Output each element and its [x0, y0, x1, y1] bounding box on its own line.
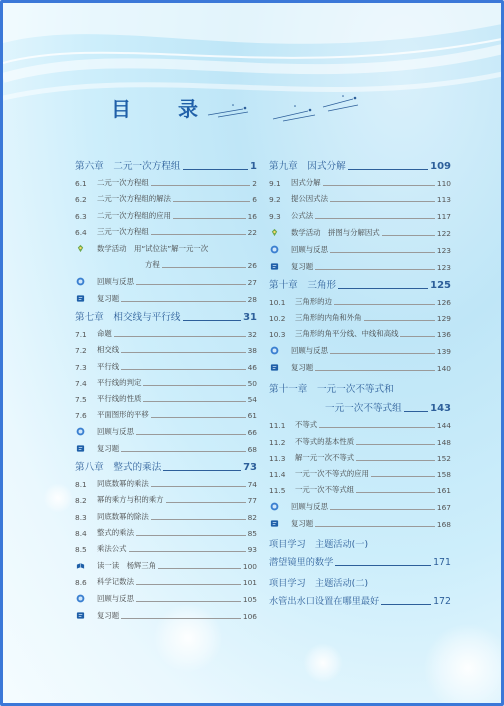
section-number: 6.3: [75, 211, 87, 221]
section-number: 8.2: [75, 496, 87, 506]
page-number: 85: [247, 528, 257, 538]
entry-title: 回顾与反思: [291, 502, 328, 512]
leader-line: [330, 252, 435, 253]
section-title: 平行线的判定: [97, 377, 142, 387]
leader-line: [136, 601, 241, 602]
exercise-icon: [270, 262, 279, 271]
page-number: 122: [436, 228, 451, 238]
page-number: 140: [436, 364, 451, 374]
section-number: 11.2: [269, 437, 286, 447]
section-title: 命题: [97, 329, 112, 339]
page-number: 123: [436, 245, 451, 255]
toc-section-entry[interactable]: [269, 430, 451, 446]
entry-title: 数学活动 用“试位法”解一元一次: [97, 243, 209, 253]
light-bokeh: [423, 623, 504, 706]
toc-section-entry[interactable]: [75, 404, 257, 420]
section-number: 11.1: [269, 421, 286, 431]
entry-title: 回顾与反思: [97, 276, 134, 286]
page-number: 31: [243, 311, 257, 323]
toc-section-entry[interactable]: [269, 172, 451, 188]
toc-chapter-entry[interactable]: [75, 304, 257, 323]
toc-left-column: [75, 153, 257, 621]
chapter-title: 第六章 二元一次方程组: [75, 161, 181, 172]
entry-title: 回顾与反思: [291, 346, 328, 356]
section-title: 一元一次不等式组: [295, 485, 355, 495]
leader-line: [136, 284, 246, 285]
section-number: 8.4: [75, 528, 87, 538]
leader-line: [330, 201, 435, 202]
page-number: 110: [436, 179, 451, 189]
page-number: 26: [247, 260, 257, 270]
page-number: 113: [436, 195, 451, 205]
toc-section-entry[interactable]: [75, 221, 257, 237]
section-number: 10.1: [269, 297, 286, 307]
project-heading: 项目学习 主题活动(一): [269, 539, 369, 551]
leader-line: [323, 185, 435, 186]
toc-project-entry[interactable]: [269, 589, 451, 607]
page-number: 6: [252, 195, 257, 205]
toc-section-entry[interactable]: [75, 372, 257, 388]
entry-title: 方程: [145, 259, 160, 269]
section-title: 二元一次方程组的应用: [97, 210, 171, 220]
toc-review-entry[interactable]: [269, 238, 451, 255]
activity-icon: [270, 228, 279, 237]
leader-line: [136, 535, 246, 536]
toc-section-entry[interactable]: [75, 571, 257, 587]
chapter-title: 第九章 因式分解: [269, 161, 346, 172]
leader-line: [334, 304, 435, 305]
page-number: 143: [430, 403, 451, 415]
project-title: 潜望镜里的数学: [269, 557, 334, 569]
section-number: 11.3: [269, 453, 286, 463]
section-title: 不等式的基本性质: [295, 436, 355, 446]
exercise-icon: [270, 363, 279, 372]
section-title: 幂的乘方与积的乘方: [97, 495, 164, 505]
section-title: 三角形的边: [295, 296, 332, 306]
section-title: 二元一次方程组: [97, 178, 149, 188]
leader-line: [121, 301, 245, 302]
toc-review-entry[interactable]: [269, 356, 451, 373]
entry-title: 回顾与反思: [291, 244, 328, 254]
toc-section-entry[interactable]: [75, 355, 257, 371]
leader-line: [163, 470, 241, 471]
leader-line: [151, 417, 246, 418]
toc-section-entry[interactable]: [75, 339, 257, 355]
leader-line: [129, 551, 246, 552]
exercise-icon: [270, 519, 279, 528]
page-number: 77: [247, 496, 257, 506]
activity-icon: [76, 244, 85, 253]
page-number: 109: [430, 161, 451, 172]
toc-right-column: [269, 153, 451, 607]
section-number: 8.3: [75, 512, 87, 522]
project-heading: 项目学习 主题活动(二): [269, 578, 369, 590]
leader-line: [338, 288, 428, 289]
page-number: 125: [430, 279, 451, 291]
toc-review-entry[interactable]: [75, 420, 257, 437]
toc-chapter-entry[interactable]: [269, 373, 451, 395]
page-number: 61: [247, 411, 257, 421]
page-number: 129: [436, 313, 451, 323]
entry-title: 复习题: [291, 363, 314, 373]
leader-line: [183, 320, 242, 321]
section-title: 平行线的性质: [97, 393, 142, 403]
project-title: 水管出水口设置在哪里最好: [269, 596, 380, 608]
leader-line: [143, 401, 245, 402]
section-number: 7.2: [75, 346, 87, 356]
leader-line: [162, 267, 246, 268]
entry-title: 复习题: [291, 261, 314, 271]
leader-line: [348, 169, 428, 170]
toc-section-entry[interactable]: [269, 323, 451, 339]
toc-project-heading[interactable]: [269, 529, 451, 550]
leader-line: [143, 385, 245, 386]
entry-title: 复习题: [97, 293, 120, 303]
chapter-title: 第十章 三角形: [269, 279, 337, 291]
chapter-title: 一元一次不等式组: [325, 403, 402, 415]
section-number: 7.1: [75, 330, 87, 340]
toc-section-entry[interactable]: [269, 414, 451, 430]
toc-section-entry[interactable]: [75, 204, 257, 220]
toc-review-entry[interactable]: [75, 587, 257, 604]
review-icon: [76, 277, 85, 286]
leader-line: [151, 185, 251, 186]
section-title: 同底数幂的除法: [97, 511, 149, 521]
page-number: 66: [247, 428, 257, 438]
page-number: 38: [247, 346, 257, 356]
section-title: 三角形的角平分线、中线和高线: [295, 329, 399, 339]
leader-line: [319, 427, 435, 428]
section-number: 6.1: [75, 179, 87, 189]
section-number: 7.4: [75, 378, 87, 388]
toc-review-entry[interactable]: [269, 512, 451, 529]
page-number: 126: [436, 297, 451, 307]
toc-review-entry[interactable]: [75, 270, 257, 287]
page-number: 1: [250, 161, 257, 172]
leader-line: [173, 201, 250, 202]
section-title: 科学记数法: [97, 577, 134, 587]
section-title: 公式法: [291, 210, 314, 220]
entry-title: 复习题: [97, 444, 120, 454]
section-title: 三元一次方程组: [97, 226, 149, 236]
light-bokeh: [43, 483, 73, 513]
page-number: 105: [242, 595, 257, 605]
page-number: 161: [436, 486, 451, 496]
page-number: 100: [242, 562, 257, 571]
toc-review-entry[interactable]: [75, 554, 257, 571]
section-title: 不等式: [295, 420, 318, 430]
section-title: 二元一次方程组的解法: [97, 194, 171, 204]
leader-line: [371, 476, 435, 477]
section-title: 相交线: [97, 345, 120, 355]
toc-review-entry[interactable]: [269, 339, 451, 356]
leader-line: [335, 565, 431, 566]
entry-title: 回顾与反思: [97, 427, 134, 437]
toc-section-entry[interactable]: [75, 188, 257, 204]
section-number: 7.3: [75, 362, 87, 372]
leader-line: [356, 492, 435, 493]
page-number: 101: [242, 578, 257, 588]
section-title: 平面图形的平移: [97, 410, 149, 420]
review-icon: [76, 594, 85, 603]
page-number: 106: [242, 612, 257, 622]
leader-line: [136, 434, 246, 435]
toc-section-entry[interactable]: [75, 172, 257, 188]
section-title: 整式的乘法: [97, 527, 134, 537]
section-title: 解一元一次不等式: [295, 452, 355, 462]
page-number: 32: [247, 330, 257, 340]
leader-line: [121, 618, 241, 619]
page-number: 2: [252, 179, 257, 189]
toc-section-entry[interactable]: [75, 522, 257, 538]
toc-section-entry[interactable]: [269, 447, 451, 463]
reeds-decoration: [203, 87, 363, 127]
review-icon: [76, 427, 85, 436]
toc-section-entry[interactable]: [75, 489, 257, 505]
section-title: 提公因式法: [291, 194, 328, 204]
section-number: 7.5: [75, 394, 87, 404]
page-number: 68: [247, 445, 257, 455]
toc-section-entry[interactable]: [269, 307, 451, 323]
page-number: 74: [247, 480, 257, 490]
page-number: 152: [436, 453, 451, 463]
page-number: 171: [433, 557, 451, 569]
leader-line: [382, 235, 435, 236]
toc-section-entry[interactable]: [269, 479, 451, 495]
leader-line: [151, 486, 246, 487]
page-number: 117: [436, 211, 451, 221]
light-bokeh: [303, 643, 343, 683]
leader-line: [381, 604, 431, 605]
chapter-title: 第八章 整式的乘法: [75, 462, 162, 474]
review-icon: [270, 245, 279, 254]
page-number: 144: [436, 421, 451, 431]
toc-section-entry[interactable]: [75, 388, 257, 404]
leader-line: [151, 234, 246, 235]
toc-section-entry[interactable]: [269, 463, 451, 479]
page-number: 168: [436, 520, 451, 530]
toc-chapter-entry[interactable]: [269, 153, 451, 172]
toc-section-entry[interactable]: [75, 538, 257, 554]
leader-line: [356, 444, 435, 445]
toc-section-entry[interactable]: [269, 291, 451, 307]
leader-line: [151, 519, 246, 520]
section-title: 三角形的内角和外角: [295, 312, 362, 322]
entry-title: 回顾与反思: [97, 594, 134, 604]
page-number: 139: [436, 347, 451, 357]
chapter-title: 第七章 相交线与平行线: [75, 311, 181, 323]
entry-title: 读一读 杨辉三角: [97, 561, 157, 570]
toc-section-entry[interactable]: [75, 473, 257, 489]
section-number: 11.5: [269, 486, 286, 496]
section-number: 6.4: [75, 227, 87, 237]
section-number: 8.5: [75, 545, 87, 554]
reading-icon: [76, 561, 85, 570]
entry-title: 复习题: [97, 611, 120, 621]
toc-review-entry[interactable]: [75, 437, 257, 454]
exercise-icon: [76, 294, 85, 303]
page-number: 148: [436, 437, 451, 447]
toc-chapter-entry-continued[interactable]: [269, 395, 451, 414]
entry-title: 数学活动 拼图与分解因式: [291, 227, 380, 237]
leader-line: [404, 411, 428, 412]
toc-review-entry[interactable]: [75, 604, 257, 621]
section-number: 7.6: [75, 411, 87, 421]
leader-line: [166, 502, 246, 503]
toc-chapter-entry[interactable]: [75, 153, 257, 172]
section-title: 一元一次不等式的应用: [295, 468, 369, 478]
page-number: 167: [436, 503, 451, 513]
toc-section-entry[interactable]: [75, 323, 257, 339]
leader-line: [400, 336, 434, 337]
page-number: 22: [247, 227, 257, 237]
page-number: 50: [247, 378, 257, 388]
leader-line: [136, 584, 241, 585]
leader-line: [121, 369, 245, 370]
leader-line: [330, 353, 435, 354]
page-number: 46: [247, 362, 257, 372]
toc-section-entry[interactable]: [269, 204, 451, 220]
section-number: 9.1: [269, 179, 281, 189]
page-number: 28: [247, 294, 257, 304]
leader-line: [356, 460, 435, 461]
page-number: 27: [247, 277, 257, 287]
section-number: 10.3: [269, 330, 286, 340]
section-title: 平行线: [97, 361, 120, 371]
review-icon: [270, 346, 279, 355]
page-number: 93: [247, 545, 257, 554]
toc-review-entry[interactable]: [269, 255, 451, 272]
leader-line: [330, 509, 435, 510]
leader-line: [183, 169, 249, 170]
section-number: 8.1: [75, 480, 87, 490]
section-number: 8.6: [75, 578, 87, 588]
toc-activity-entry[interactable]: [75, 237, 257, 254]
page-number: 73: [243, 462, 257, 474]
entry-title: 复习题: [291, 519, 314, 529]
chapter-title: 第十一章 一元一次不等式和: [269, 384, 394, 396]
page-number: 82: [247, 512, 257, 522]
leader-line: [315, 370, 435, 371]
toc-project-entry[interactable]: [269, 550, 451, 568]
page-number: 172: [433, 596, 451, 608]
section-title: 同底数幂的乘法: [97, 479, 149, 489]
leader-line: [158, 568, 241, 569]
section-title: 乘法公式: [97, 544, 127, 553]
leader-line: [364, 320, 435, 321]
page-number: 136: [436, 330, 451, 340]
toc-project-heading[interactable]: [269, 568, 451, 589]
section-number: 9.2: [269, 195, 281, 205]
toc-chapter-entry[interactable]: [75, 454, 257, 473]
toc-activity-entry[interactable]: [269, 221, 451, 238]
toc-review-entry[interactable]: [75, 287, 257, 304]
leader-line: [173, 218, 246, 219]
section-number: 10.2: [269, 313, 286, 323]
section-number: 9.3: [269, 211, 281, 221]
section-number: 6.2: [75, 195, 87, 205]
exercise-icon: [76, 611, 85, 620]
toc-section-entry[interactable]: [75, 505, 257, 521]
toc-chapter-entry[interactable]: [269, 272, 451, 291]
page-number: 158: [436, 469, 451, 479]
page-number: 123: [436, 262, 451, 272]
leader-line: [121, 451, 245, 452]
toc-activity-entry-continued[interactable]: [75, 254, 257, 270]
page-number: 54: [247, 394, 257, 404]
page-title: 目 录: [111, 97, 218, 121]
page-number: 16: [247, 211, 257, 221]
leader-line: [121, 352, 245, 353]
section-number: 11.4: [269, 469, 286, 479]
section-title: 因式分解: [291, 178, 321, 188]
leader-line: [315, 526, 435, 527]
toc-section-entry[interactable]: [269, 188, 451, 204]
exercise-icon: [76, 444, 85, 453]
toc-review-entry[interactable]: [269, 495, 451, 512]
leader-line: [315, 269, 435, 270]
leader-line: [315, 218, 435, 219]
leader-line: [114, 336, 246, 337]
review-icon: [270, 502, 279, 511]
